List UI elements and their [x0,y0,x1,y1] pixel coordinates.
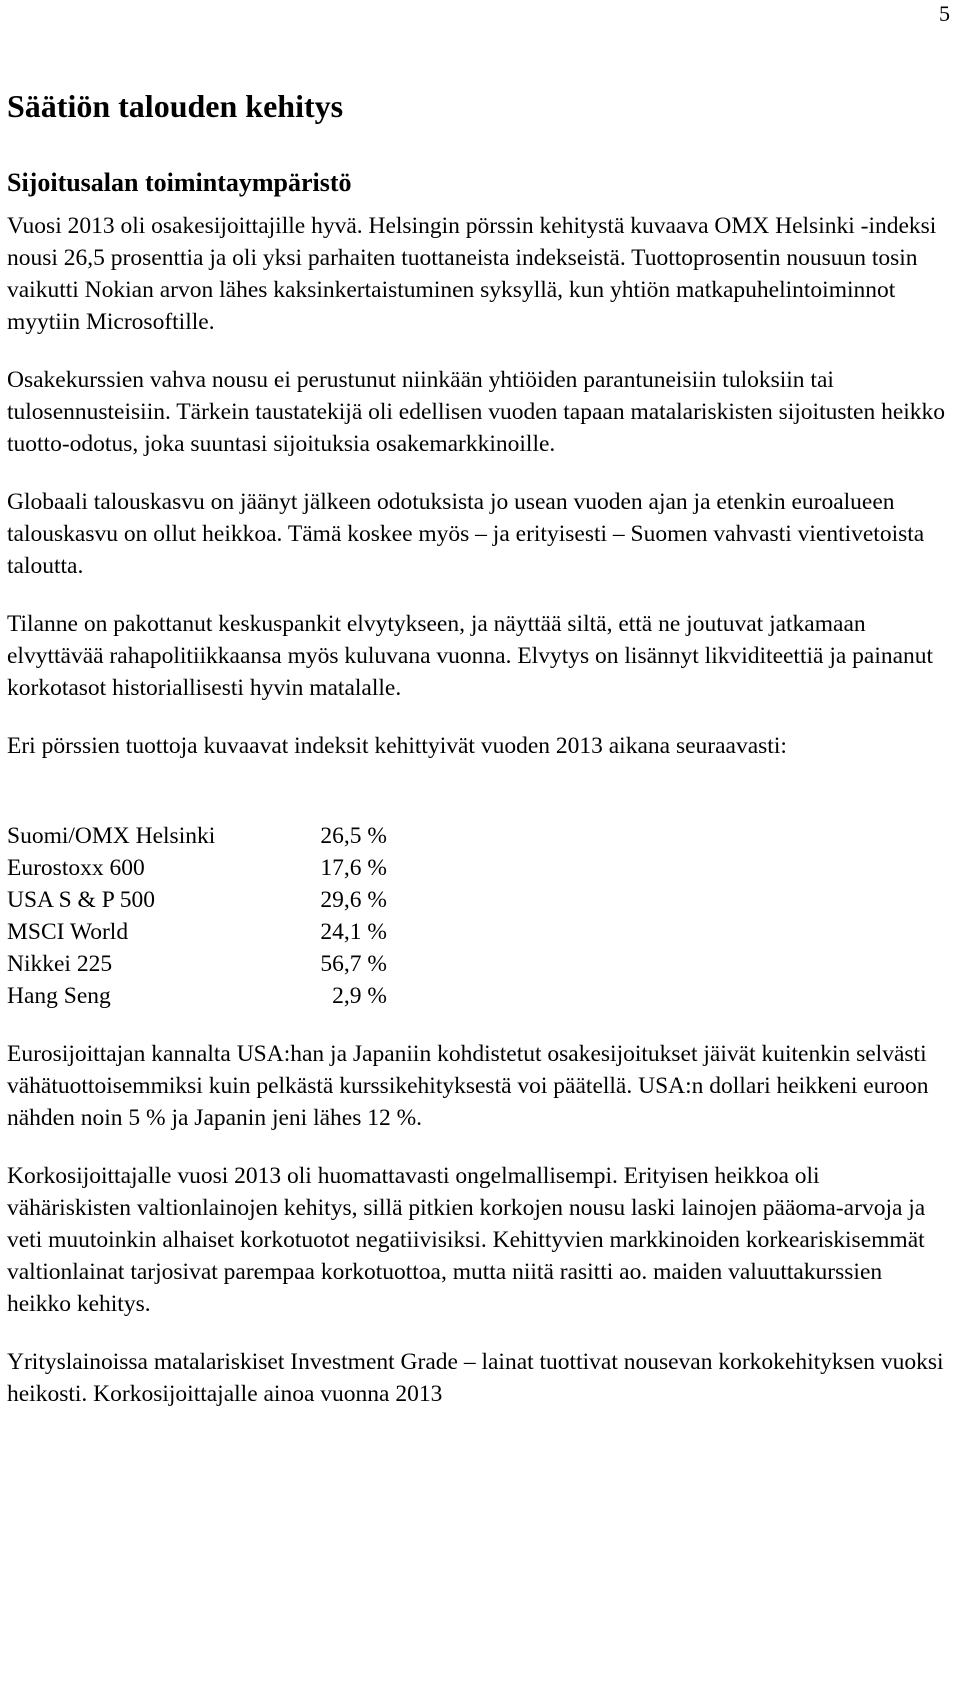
table-row [7,916,387,948]
table-row [7,820,387,852]
document-body [7,86,947,1410]
index-return: 24,1 % [320,919,387,945]
index-name: Suomi/OMX Helsinki [7,823,216,849]
table-row [7,852,387,884]
table-row [7,948,387,980]
index-return: 29,6 % [320,887,387,913]
section-heading: Sijoitusalan toimintaympäristö [7,168,352,197]
paragraph-5: Eri pörssien tuottoja kuvaavat indeksit kehittyivät vuoden 2013 aikana seuraavasti: [7,733,787,759]
table-row [7,980,387,1012]
index-name: MSCI World [7,919,129,945]
paragraph-8: Yrityslainoissa matalariskiset Investment Grade – lainat tuottivat nousevan korkokehityksen vuoksi heikosti. Korkosijoittajalle ainoa vuonna 2013 [7,1349,944,1407]
paragraph-4: Tilanne on pakottanut keskuspankit elvytykseen, ja näyttää siltä, että ne joutuvat jatkamaan elvyttävää rahapolitiikkaansa myös kuluvana vuonna. Elvytys on lisännyt likviditeettiä ja painanut korkotasot historiallisesti hyvin matalalle. [7,611,934,701]
index-return: 26,5 % [320,823,387,849]
index-returns-table [7,820,387,1012]
index-return: 2,9 % [332,983,387,1009]
index-name: Eurostoxx 600 [7,855,145,881]
index-return: 56,7 % [320,951,387,977]
paragraph-6: Eurosijoittajan kannalta USA:han ja Japaniin kohdistetut osakesijoitukset jäivät kuitenkin selvästi vähätuottoisemmiksi kuin pelkästä kurssikehityksestä voi päätellä. USA:n dollari heikkeni euroon nähden noin 5 % ja Japanin jeni lähes 12 %. [7,1041,929,1131]
index-name: USA S & P 500 [7,887,156,913]
paragraph-7: Korkosijoittajalle vuosi 2013 oli huomattavasti ongelmallisempi. Erityisen heikkoa oli vähäriskisten valtionlainojen kehitys, sillä pitkien korkojen nousu laski lainojen pääoma-arvoja ja veti muutoinkin alhaiset korkotuotot negatiivisiksi. Kehittyvien markkinoiden korkeariskisemmät valtionlainat tarjosivat parempaa korkotuottoa, mutta niitä rasitti ao. maiden valuuttakurssien heikko kehitys. [7,1163,926,1317]
index-return: 17,6 % [320,855,387,881]
paragraph-1: Vuosi 2013 oli osakesijoittajille hyvä. Helsingin pörssin kehitystä kuvaava OMX Helsinki -indeksi nousi 26,5 prosenttia ja oli yksi parhaiten tuottaneista indekseistä. Tuottoprosentin nousuun tosin vaikutti Nokian arvon lähes kaksinkertaistuminen syksyllä, kun yhtiön matkapuhelintoiminnot myytiin Microsoftille. [7,213,937,335]
paragraph-2: Osakekurssien vahva nousu ei perustunut niinkään yhtiöiden parantuneisiin tuloksiin tai tulosennusteisiin. Tärkein taustatekijä oli edellisen vuoden tapaan matalariskisten sijoitusten heikko tuotto-odotus, joka suuntasi sijoituksia osakemarkkinoille. [7,367,946,457]
table-row [7,884,387,916]
page-number: 5 [939,1,950,26]
paragraph-3: Globaali talouskasvu on jäänyt jälkeen odotuksista jo usean vuoden ajan ja etenkin euroalueen talouskasvu on ollut heikkoa. Tämä koskee myös – ja erityisesti – Suomen vahvasti vientivetoista taloutta. [7,489,925,579]
index-name: Hang Seng [7,983,111,1009]
page-title: Säätiön talouden kehitys [7,88,344,124]
index-name: Nikkei 225 [7,951,113,977]
